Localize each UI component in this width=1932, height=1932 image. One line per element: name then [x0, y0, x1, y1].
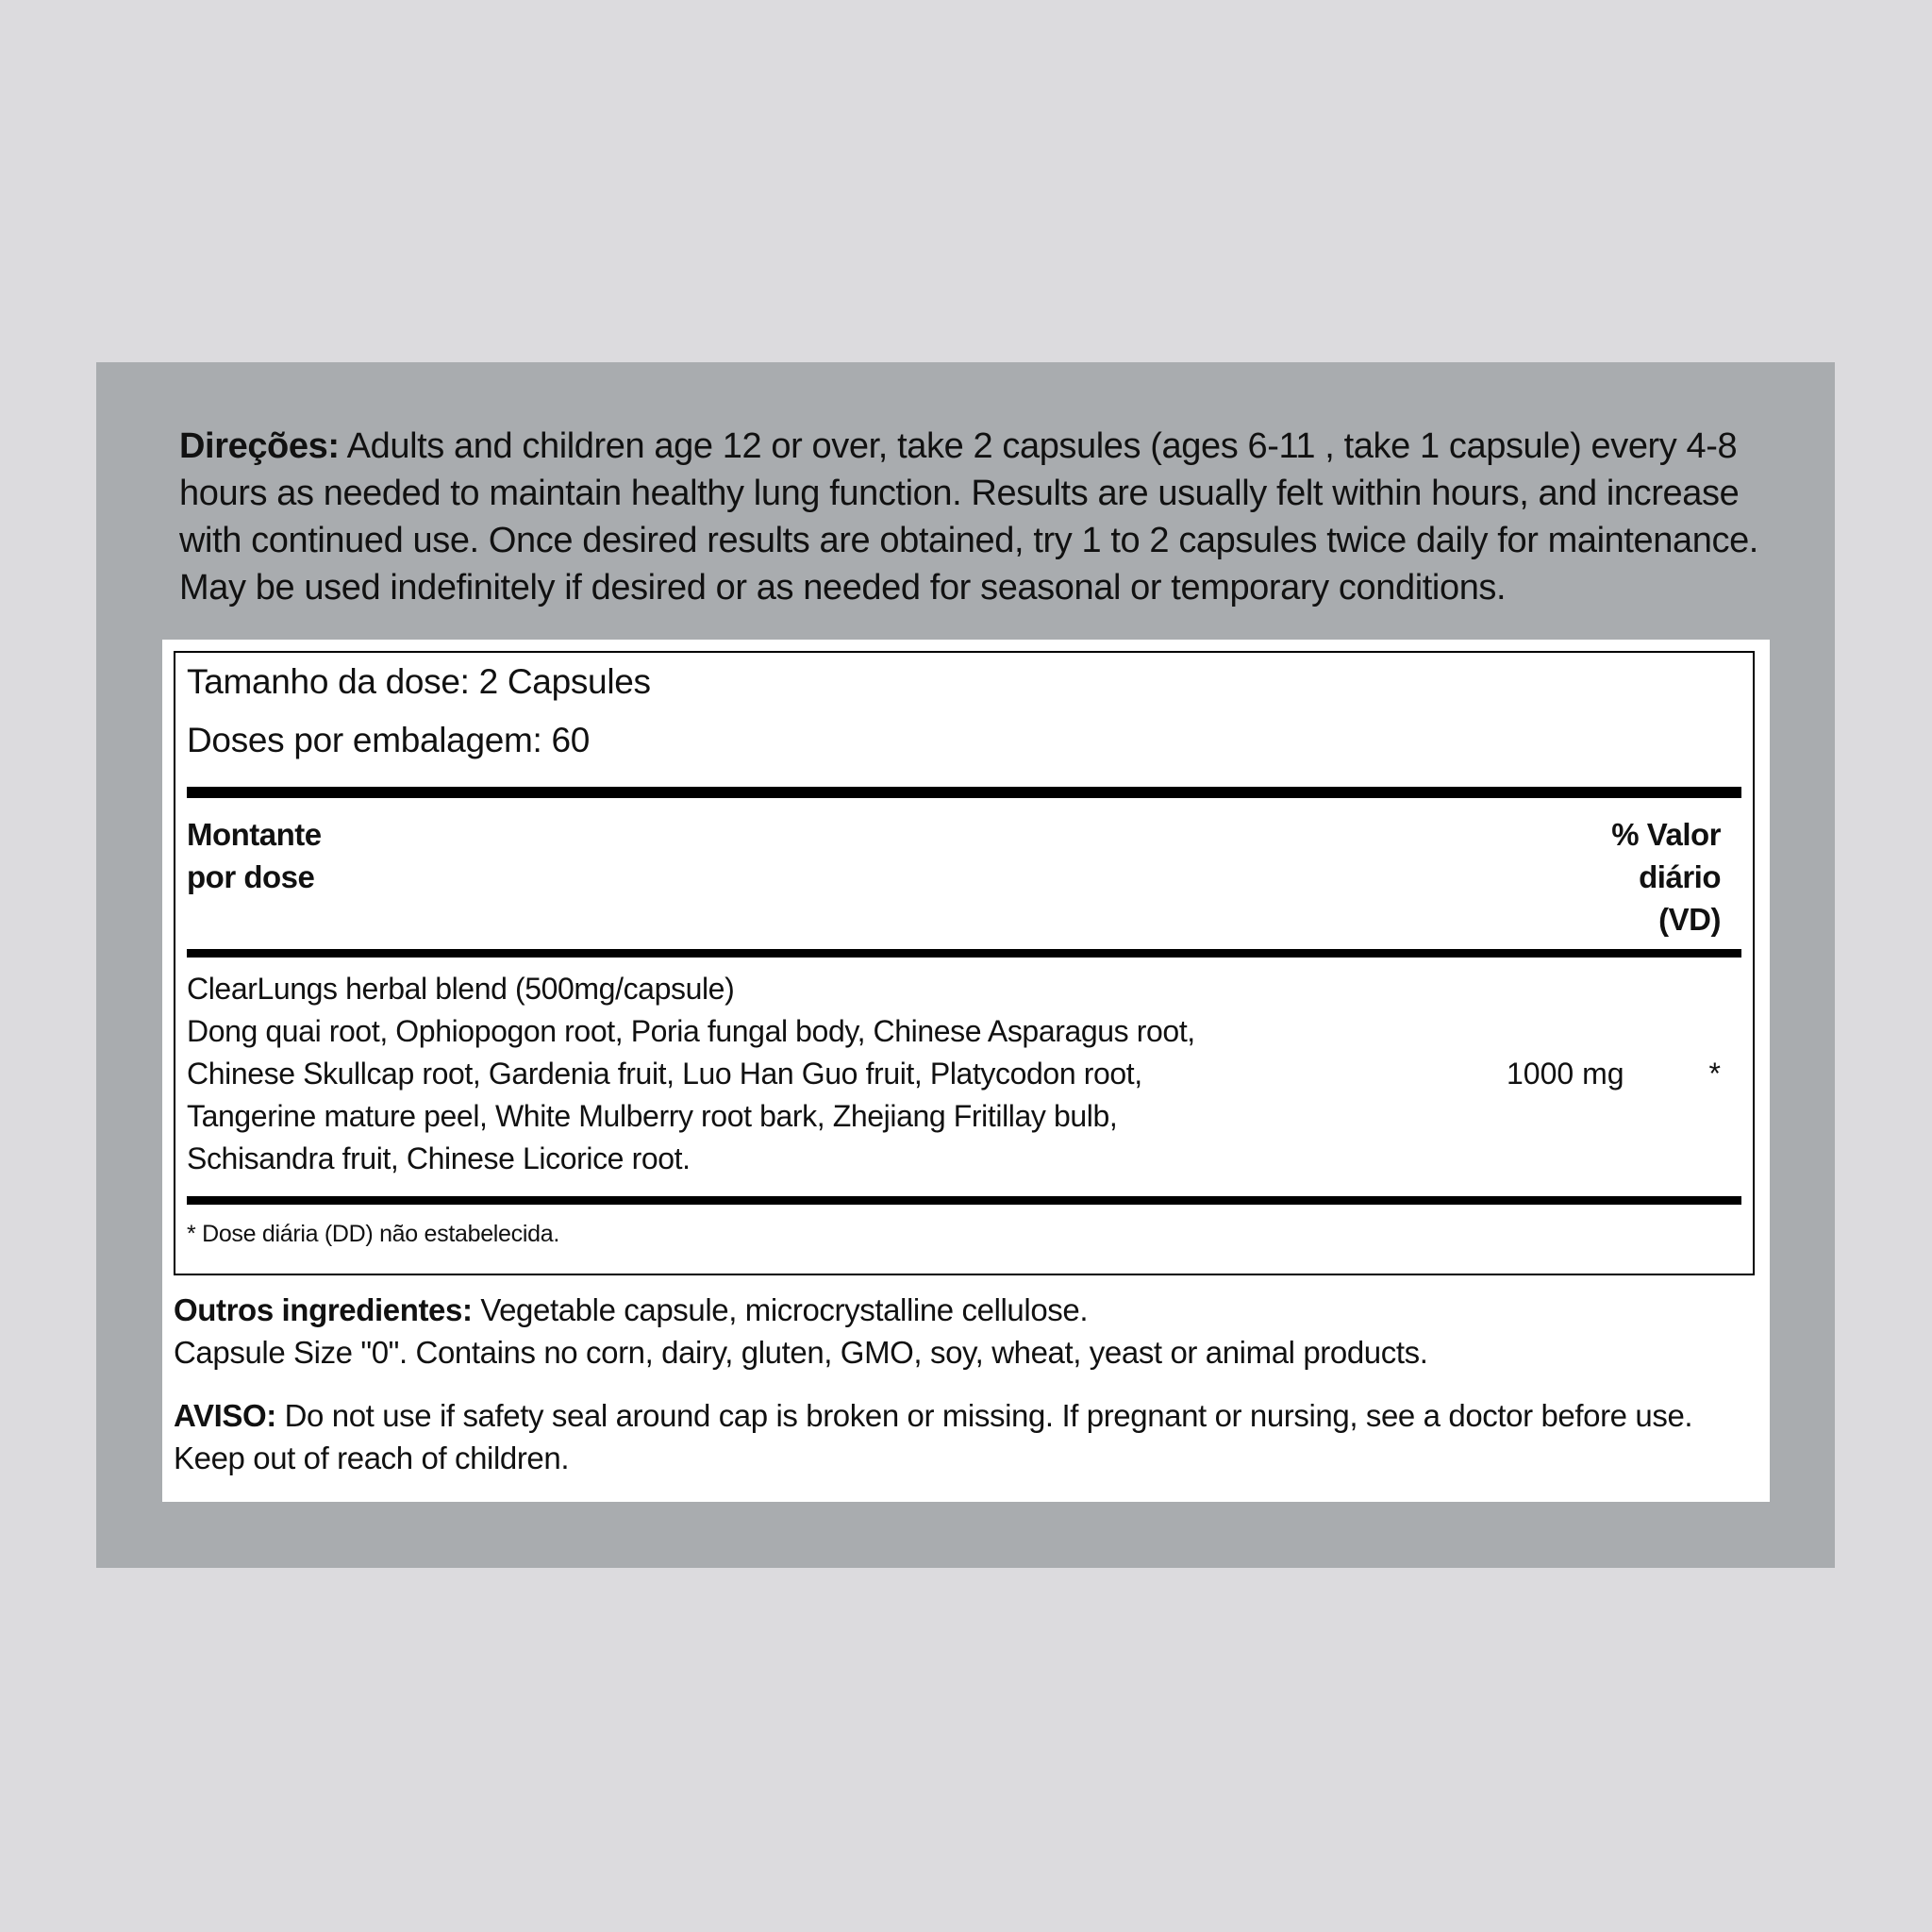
other-ingredients-label: Outros ingredientes: — [174, 1292, 473, 1327]
header-left-line2: por dose — [187, 859, 315, 894]
directions-label: Direções: — [179, 426, 340, 466]
warning-label: AVISO: — [174, 1398, 276, 1433]
serving-size: Tamanho da dose: 2 Capsules — [187, 662, 651, 701]
header-right-line1: % Valor — [1611, 817, 1721, 852]
other-ingredients-text: Vegetable capsule, microcrystalline cellulose. — [472, 1292, 1089, 1327]
ingredient-line: ClearLungs herbal blend (500mg/capsule) — [187, 972, 735, 1006]
directions-text — [179, 423, 1774, 611]
supplement-facts-table — [174, 651, 1755, 1275]
ingredient-amount: 1000 mg — [1507, 1057, 1624, 1091]
ingredient-line: Schisandra fruit, Chinese Licorice root. — [187, 1141, 691, 1175]
other-ingredients-line2: Capsule Size "0". Contains no corn, dairy, gluten, GMO, soy, wheat, yeast or animal products. — [174, 1335, 1428, 1370]
ingredient-line: Chinese Skullcap root, Gardenia fruit, Luo Han Guo fruit, Platycodon root, — [187, 1057, 1142, 1091]
ingredient-daily-value: * — [1708, 1057, 1721, 1091]
divider-bottom — [187, 1196, 1741, 1205]
warning-text — [174, 1394, 1758, 1479]
ingredient-line: Dong quai root, Ophiopogon root, Poria fungal body, Chinese Asparagus root, — [187, 1014, 1195, 1048]
header-right-line3: (VD) — [1658, 902, 1721, 937]
daily-value-footnote: * Dose diária (DD) não estabelecida. — [187, 1221, 559, 1247]
ingredient-description — [187, 968, 1224, 1180]
thick-divider-top — [187, 787, 1741, 798]
header-right-line2: diário — [1639, 859, 1721, 894]
daily-value-header — [1611, 813, 1721, 941]
divider-header — [187, 949, 1741, 958]
directions-body: Adults and children age 12 or over, take 2 capsules (ages 6-11 , take 1 capsule) every 4-8 hours as needed to maintain healthy lung function. Results are usually felt within hours, and increase with continued use. Once desired results are obtained, try 1 to 2 capsules twice daily for maintenance. May be used indefinitely if desired or as needed for seasonal or temporary conditions. — [179, 426, 1758, 608]
servings-per-container: Doses por embalagem: 60 — [187, 721, 591, 759]
other-ingredients-line1 — [174, 1289, 1758, 1331]
warning-body: Do not use if safety seal around cap is broken or missing. If pregnant or nursing, see a doctor before use. Keep out of reach of children. — [174, 1398, 1693, 1475]
label-panel — [96, 362, 1835, 1568]
header-left-line1: Montante — [187, 817, 322, 852]
other-ingredients — [174, 1289, 1758, 1374]
supplement-facts-area — [162, 640, 1770, 1502]
amount-per-serving-header — [187, 813, 322, 898]
ingredient-line: Tangerine mature peel, White Mulberry root bark, Zhejiang Fritillay bulb, — [187, 1099, 1118, 1133]
